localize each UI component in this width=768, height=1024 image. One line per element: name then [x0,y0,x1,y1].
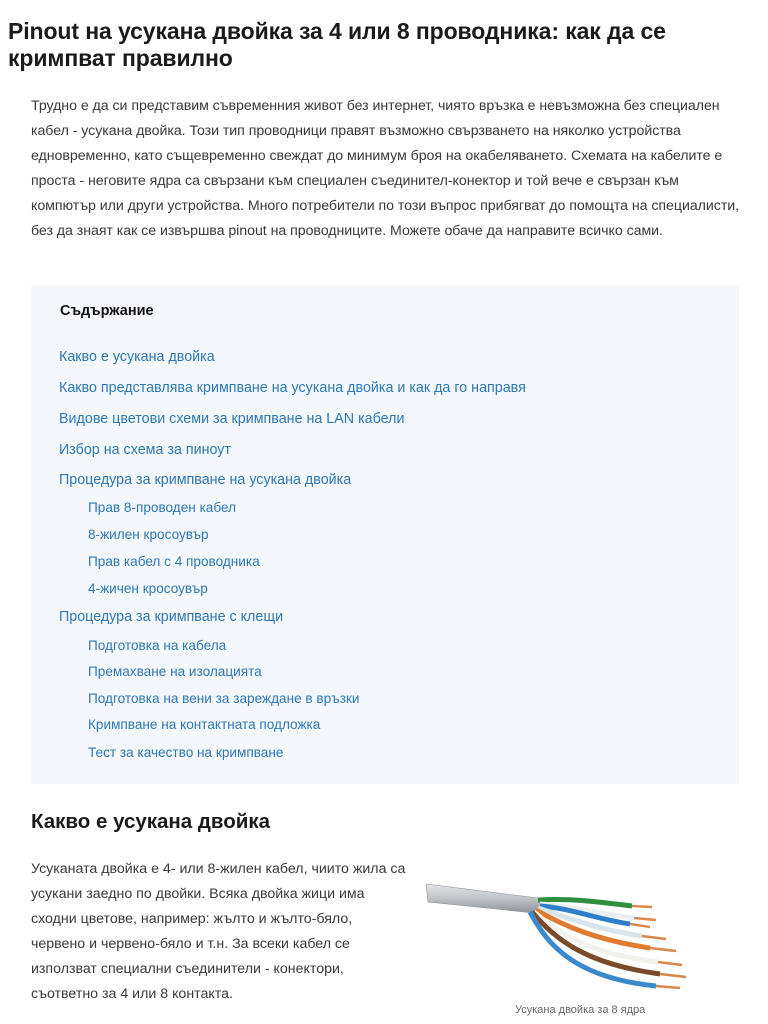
section-heading-twisted-pair: Какво е усукана двойка [31,810,271,833]
intro-paragraph: Трудно е да си представим съвременния живот без интернет, чиято връзка е невъзможна без специален кабел - усукана двойка. Този тип проводници правят възможно свързването на няколко устройства едновременно, като същевременно свеждат до минимум броя на окабеляването. Схемата на кабелите е проста - неговите ядра са свързани към специален съединител-конектор и той вече е свързан към компютър или други устройства. Много потребители по този въпрос прибягват до помощта на специалисти, без да знаят как се извършва pinout на проводниците. Можете обаче да направите всичко сами. [31,98,740,239]
toc-link-contact-crimp[interactable]: Кримпване на контактната подложка [88,717,321,732]
table-of-contents [31,286,739,784]
toc-link-wire-prep[interactable]: Подготовка на вени за зареждане в връзки [88,691,360,706]
section-paragraph: Усуканата двойка е 4- или 8-жилен кабел, чиито жила са усукани заедно по двойки. Всяка двойка жици има сходни цветове, например: жълто и жълто-бяло, червено и червено-бяло и т.н. За всеки кабел се използват специални съединители - конектори, съответно за 4 или 8 контакта. [31,861,406,1002]
twisted-pair-cable-image [420,862,720,1002]
toc-link-crossover-8-wire[interactable]: 8-жилен кросоувър [88,527,209,542]
toc-link-choose-pinout[interactable]: Избор на схема за пиноут [59,442,231,458]
toc-link-insulation-removal[interactable]: Премахване на изолацията [88,664,262,679]
article-title: Pinout на усукана двойка за 4 или 8 проводника: как да се кримпват правилно [8,18,666,71]
toc-link-pliers-procedure[interactable]: Процедура за кримпване с клещи [59,609,284,625]
cable-figure [420,862,720,1022]
toc-link-crossover-4-wire[interactable]: 4-жичен кросоувър [88,581,208,596]
toc-link-cable-prep[interactable]: Подготовка на кабела [88,638,227,653]
toc-link-color-schemes[interactable]: Видове цветови схеми за кримпване на LAN кабели [59,411,405,427]
toc-link-straight-8-wire[interactable]: Прав 8-проводен кабел [88,500,237,515]
toc-heading: Съдържание [60,303,154,319]
toc-link-quality-test[interactable]: Тест за качество на кримпване [88,745,284,760]
toc-link-crimping-procedure[interactable]: Процедура за кримпване на усукана двойка [59,472,352,488]
toc-link-what-is-crimping[interactable]: Какво представлява кримпване на усукана двойка и как да го направя [59,380,526,396]
toc-link-what-is-twisted-pair[interactable]: Какво е усукана двойка [59,349,215,365]
figure-caption: Усукана двойка за 8 ядра [515,1004,646,1016]
toc-link-straight-4-wire[interactable]: Прав кабел с 4 проводника [88,554,260,569]
